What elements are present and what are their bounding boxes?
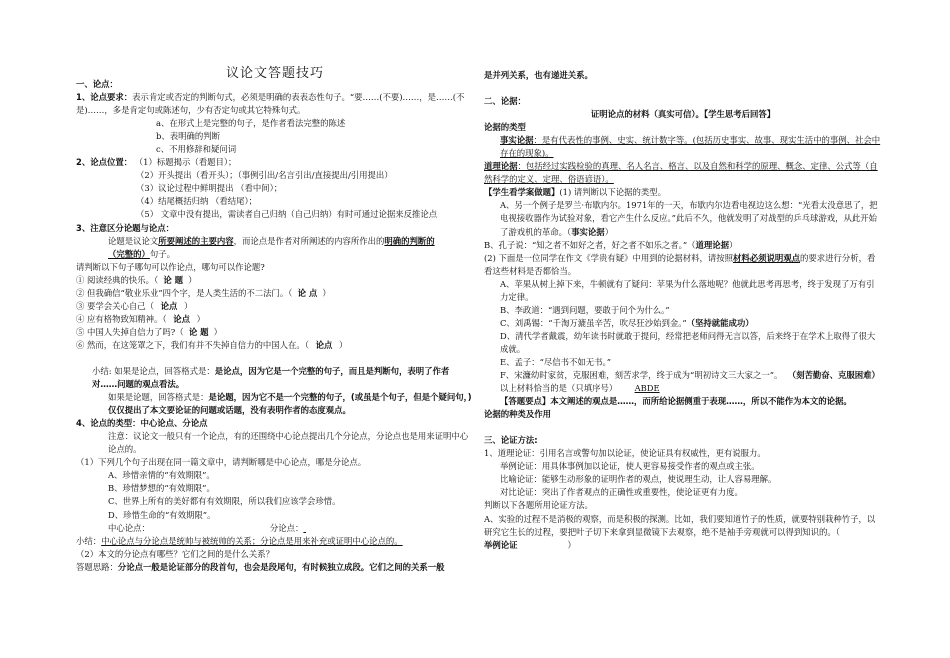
material-e: E、孟子：“尽信书不如无书。”: [500, 356, 611, 367]
position-line-1: 2、论点位置： （1）标题揭示（看题目）；: [76, 157, 237, 168]
evidence-kinds-heading: 论据的种类及作用: [484, 409, 551, 420]
case-question: 【学生看学案做题】(1) 请判断以下论据的类型。: [484, 187, 667, 198]
option-d: D、珍惜生命的“有效期限”。: [108, 509, 216, 520]
requirement-b: b、表明确的判断: [156, 131, 220, 142]
example-3: ③ 要学会关心自己（ 论点 ）: [76, 300, 193, 311]
requirement-c: c、不用修辞和疑问词: [156, 144, 237, 155]
material-d: D、清代学者戴震，幼年读书时就敢于提问，经常把老师问得无言以答，后来终于在学术上取得了很大成就。: [500, 330, 876, 354]
spacer: [484, 421, 882, 434]
option-b: B、珍惜梦想的“有效期限”。: [108, 483, 215, 494]
requirement-a: a、在形式上是完整的句子，是作者看法完整的陈述: [156, 118, 346, 129]
method-1: 1、道理论证：引用名言或警句加以论证，使论证具有权威性，更有说服力。: [484, 448, 766, 459]
spacer: [484, 82, 882, 95]
title-gap: [76, 64, 474, 78]
case-b: B、孔子说：“知之者不如好之者，好之者不如乐之者。”（道理论据）: [484, 239, 738, 250]
position-line-3: （3）议论过程中鲜明提出 （看中间）；: [136, 183, 283, 194]
answer-idea: 答题思路：分论点一般是论证部分的段首句，也会是段尾句，有时候独立成段。它们之间的关系一般: [76, 561, 445, 572]
method-question: 判断以下各题所用论证方法。: [484, 500, 593, 511]
left-column: [76, 64, 474, 574]
section-3-heading-right: 三、论证方法:: [484, 435, 538, 446]
topic-vs-point-paragraph: 论题是议论文所要阐述的主要内容，而论点是作者对所阐述的内容所作出的明确的判断的（完整的）句子。: [108, 235, 435, 259]
page-title: 议论文答题技巧: [225, 66, 324, 81]
theory-evidence: 道理论据：包括经过实践检验的真理、名人名言、格言、以及自然和科学的原理、概念、定律、公式等（自然科学的定义、定理、俗语谚语）。: [484, 161, 878, 185]
position-line-2: （2）开头提出（看开头）；（事例引出/名言引出/直接提出/引用提出）: [136, 170, 393, 181]
fill-line: 中心论点： 分论点：: [108, 522, 304, 533]
question-4-1: （1）下列几个句子出现在同一篇文章中，请判断哪是中心论点，哪是分论点。: [76, 457, 367, 468]
example-6: ⑥ 然而，在这笼罩之下，我们有并不失掉自信力的中国人在。（ 论点 ）: [76, 339, 348, 350]
fact-evidence: 事实论据：是有代表性的事例、史实、统计数字等。(包括历史事实、故事、现实生活中的事例、社会中存在的现象)。: [500, 135, 881, 159]
section-2-heading: 二、论据：: [484, 96, 526, 107]
example-4: ④ 应有格物致知精神。（ 论点 ）: [76, 313, 205, 324]
method-2: 举例论证：用具体事例加以论证，使人更容易接受作者的观点或主张。: [500, 461, 760, 472]
right-column: [484, 64, 882, 552]
question-4-2: （2）本文的分论点有哪些？它们之间的是什么关系？: [76, 548, 274, 559]
answer-key: 【答题要点】本文阐述的观点是……，而所给论据侧重于表现……，所以不能作为本文的论据。: [500, 396, 852, 407]
requirement-paragraph: 1、论点要求：表示肯定或否定的判断句式，必须是明确的表表态性句子。“要……(不要)……，是……(不是)……，多是肯定句或陈述句，少有否定句或其它特殊句式。: [76, 92, 465, 116]
note-paragraph: 注意：议论文一般只有一个论点，有的还围绕中心论点提出几个分论点，分论点也是用来证明中心论点的。: [108, 431, 469, 455]
evidence-definition: 证明论点的材料（真实可信）。【学生思考后回答】: [590, 109, 776, 120]
method-4: 对比论证：突出了作者观点的正确性或重要性，使论证更有力度。: [500, 487, 743, 498]
summary-point: 小结: 如果是论点，回答格式是：是论点，因为它是一个完整的句子，而且是判断句，表明了作者对……问题的观点看法。: [92, 365, 450, 390]
material-c: C、刘禹锡：“千淘万漉虽辛苦，吹尽狂沙始到金。”（坚持就能成功）: [500, 317, 754, 328]
option-a: A、珍惜亲情的“有效期限”。: [108, 470, 215, 481]
section-3-heading: 3、注意区分论题与论点：: [76, 222, 174, 233]
method-a: A、实验的过程不是消极的观察，而是积极的探测。比如，我们要知道竹子的性质，就要特别栽种竹子，以研究它生长的过程，要把叶子切下来拿到显微镜下去观察，绝不是袖手旁观就可以得到知识的。（ 举例论证 ）: [484, 513, 876, 550]
example-5: ⑤ 中国人失掉自信力了吗?（ 论 题 ）: [76, 326, 223, 337]
method-3: 比喻论证：能够生动形象的证明作者的观点，使说理生动，让人容易理解。: [500, 474, 777, 485]
position-line-4: （4）结尾概括归纳 （看结尾）；: [136, 196, 258, 207]
material-f: F、宋濂幼时家贫，克服困难，刻苦求学，终于成为“明初诗文三大家之一”。 （刻苦勤奋、克服困难）: [500, 370, 880, 381]
material-b: B、李政道：“遇到问题，要敢于问个为什么。”: [500, 304, 670, 315]
spacer: [76, 352, 474, 365]
position-line-5: （5） 文章中没有提出，需读者自己归纳（自己归纳）有时可通过论据来反推论点: [136, 209, 438, 220]
example-2: ② 但我确信“敬业乐业”四个字，是人类生活的不二法门。（ 论 点 ）: [76, 287, 331, 298]
summary-4: 小结：中心论点与分论点是统帅与被统帅的关系；分论点是用来补充或证明中心论点的。: [76, 535, 403, 546]
example-1: ① 阅读经典的快乐。（ 论 题 ）: [76, 274, 197, 285]
question-2: (2) 下面是一位同学在作文《学贵有疑》中用到的论据材料，请按照材料必须说明观点的要求进行分析，看看这些材料是否都恰当。: [484, 252, 876, 276]
fit-answer: 以上材料恰当的是（只填序号） ABDE: [500, 383, 660, 394]
evidence-types-heading: 论据的类型: [484, 122, 526, 133]
section-4-heading: 4、论点的类型：中心论点、分论点: [76, 418, 208, 429]
option-c: C、世界上所有的美好都有有效期限，所以我们应该学会珍惜。: [108, 496, 341, 507]
judge-question: 请判断以下句子哪句可以作论点，哪句可以作论题?: [76, 261, 265, 272]
summary-topic: 如果是论题，回答格式是：是论题，因为它不是一个完整的句子，(或虽是个句子，但是个疑问句，) 仅仅提出了本文要论证的问题或话题，没有表明作者的态度观点。: [108, 392, 472, 416]
case-a: A、另一个例子是罗兰·布歇内尔。1971年的一天，布歇内尔边看电视边这么想：“光看太没意思了，把电视接收器作为试验对象，看它产生什么反应。”此后不久，他就发明了对战型的乒乓球游戏，从此开始了游戏机的革命。（事实论据）: [500, 200, 878, 237]
material-a: A、苹果从树上掉下来，牛顿就有了疑问：苹果为什么落地呢？他就此思考再思考，终于发现了万有引力定律。: [500, 278, 875, 302]
section-1-heading: 一、论点：: [76, 79, 118, 89]
continuation-text: 是并列关系，也有递进关系。: [484, 70, 593, 80]
